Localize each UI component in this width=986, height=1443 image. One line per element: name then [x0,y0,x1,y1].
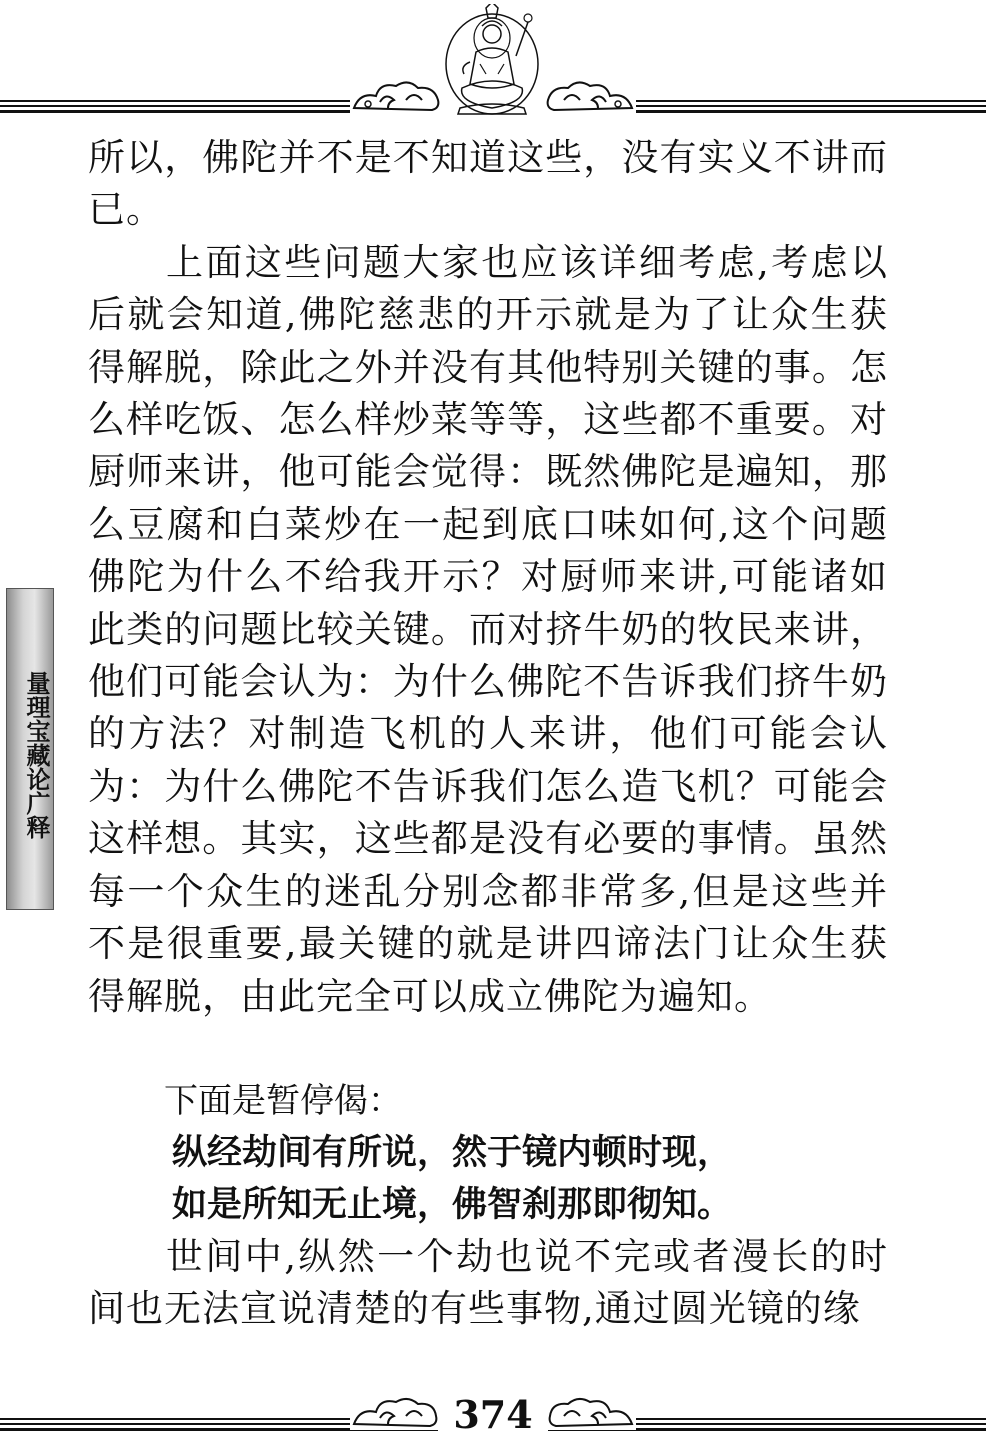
guru-rinpoche-icon [440,4,544,116]
side-tab-label: 量理宝藏论广释 [22,671,51,839]
paragraph: 所以，佛陀并不是不知道这些，没有实义不讲而已。 [88,136,888,232]
paragraph: 世间中,纵然一个劫也说不完或者漫长的时间也无法宣说清楚的有些事物,通过圆光镜的缘 [88,1234,888,1331]
cloud-ornament-right-icon [546,1396,636,1430]
cloud-ornament-left-icon [350,1396,440,1430]
page-body [88,132,888,1336]
page-number: 374 [453,1392,533,1437]
paragraph: 上面这些问题大家也应该详细考虑,考虑以后就会知道,佛陀慈悲的开示就是为了让众生获得解脱，除此之外并没有其他特别关键的事。怎么样吃饭、怎么样炒菜等等，这些都不重要。对厨师来讲，他可能会觉得：既然佛陀是遍知，那么豆腐和白菜炒在一起到底口味如何,这个问题佛陀为什么不给我开示？对厨师来讲,可能诸如此类的问题比较关键。而对挤牛奶的牧民来讲，他们可能会认为：为什么佛陀不告诉我们挤牛奶的方法？对制造飞机的人来讲，他们可能会认为：为什么佛陀不告诉我们怎么造飞机？可能会这样想。其实，这些都是没有必要的事情。虽然每一个众生的迷乱分别念都非常多,但是这些并不是很重要,最关键的就是讲四谛法门让众生获得解脱，由此完全可以成立佛陀为遍知。 [88,240,888,1018]
page-number-box [438,1390,548,1442]
side-tab [6,588,54,910]
verse-line: 纵经劫间有所说，然于镜内顿时现， [172,1132,733,1173]
verse-intro: 下面是暂停偈： [164,1080,402,1121]
verse-line: 如是所知无止境，佛智刹那即彻知。 [172,1184,733,1225]
cloud-ornament-left-icon [350,78,442,114]
cloud-ornament-right-icon [544,78,636,114]
